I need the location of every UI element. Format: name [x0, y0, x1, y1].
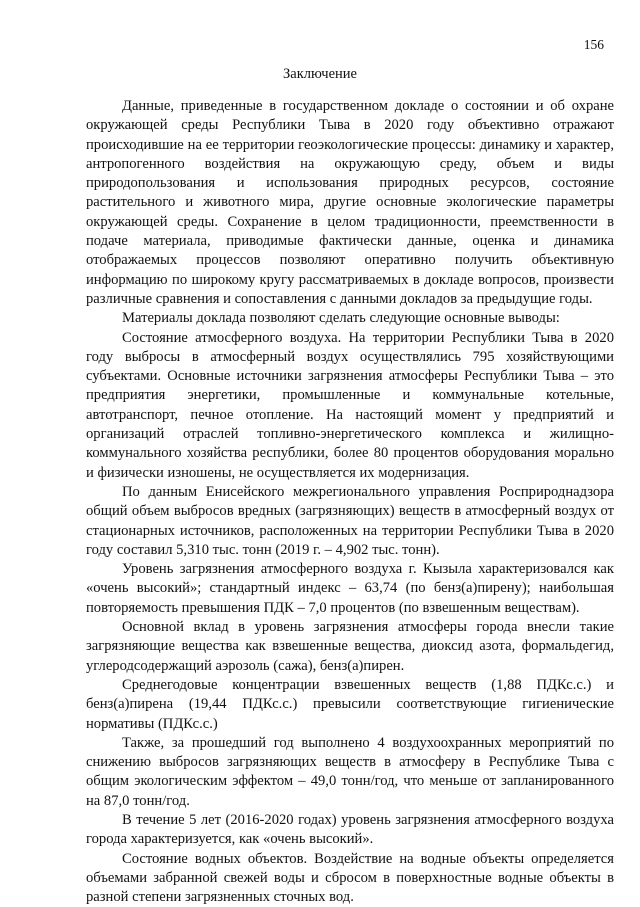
body-text	[86, 97, 614, 907]
paragraph-emissions-volume: По данным Енисейского межрегионального управления Росприроднадзора общий объем выбросов вредных (загрязняющих) веществ в атмосферный воздух от стационарных источников, расположенных на территории Республики Тыва в 2020 году составил 5,310 тыс. тонн (2019 г. – 4,902 тыс. тонн).	[86, 483, 614, 558]
paragraph-air-protection-measures: Также, за прошедший год выполнено 4 воздухоохранных мероприятий по снижению выбросов загрязняющих веществ в атмосферу в Республике Тыва с общим экологическим эффектом – 49,0 тонн/год, что меньше от запланированного на 87,0 тонн/год.	[86, 734, 614, 809]
paragraph-intro: Данные, приведенные в государственном докладе о состоянии и об охране окружающей среды Республики Тыва в 2020 году объективно отражают происходившие на ее территории геоэкологические процессы: динамику и характер, антропогенного воздействия на окружающую среду, объем и виды природопользования и использования природных ресурсов, состояние растительного и животного мира, другие основные экологические параметры окружающей среды. Сохранение в целом традиционности, преемственности в подаче материала, приводимые фактически данные, оценка и динамика отображаемых процессов позволяют оперативно получить объективную информацию по широкому кругу рассматриваемых в докладе вопросов, произвести различные сравнения и сопоставления с данными докладов за предыдущие годы.	[86, 98, 614, 307]
paragraph-main-pollutants: Основной вклад в уровень загрязнения атмосферы города внесли такие загрязняющие вещества как взвешенные вещества, диоксид азота, формальдегид, углеродсодержащий аэрозоль (сажа), бенз(а)пирен.	[86, 619, 614, 674]
paragraph-annual-concentrations: Среднегодовые концентрации взвешенных веществ (1,88 ПДКс.с.) и бенз(а)пирена (19,44 ПДКс.с.) превысили соответствующие гигиенические нормативы (ПДКс.с.)	[86, 676, 614, 732]
paragraph-five-year-level: В течение 5 лет (2016-2020 годах) уровень загрязнения атмосферного воздуха города характеризуется, как «очень высокий».	[86, 811, 614, 848]
section-title: Заключение	[283, 66, 357, 82]
paragraph-kyzyl-pollution: Уровень загрязнения атмосферного воздуха г. Кызыла характеризовался как «очень высокий»; стандартный индекс – 63,74 (по бенз(а)пирену); наибольшая повторяемость превышения ПДК – 7,0 процентов (по взвешенным веществам).	[86, 561, 614, 616]
paragraph-water-objects: Состояние водных объектов. Воздействие на водные объекты определяется объемами забранной свежей воды и сбросом в поверхностные водные объекты в разной степени загрязненных сточных вод.	[86, 850, 614, 906]
paragraph-air-state: Состояние атмосферного воздуха. На территории Республики Тыва в 2020 году выбросы в атмосферный воздух осуществлялись 795 хозяйствующими субъектами. Основные источники загрязнения атмосферы Республики Тыва – это предприятия энергетики, промышленные и коммунальные котельные, автотранспорт, печное отопление. На настоящий момент у предприятий и организаций отраслей топливно-энергетического комплекса и жилищно-коммунального хозяйства республики, более 80 процентов оборудования морально и физически изношены, не осуществляется их модернизация.	[86, 329, 614, 481]
paragraph-conclusions-lead: Материалы доклада позволяют сделать следующие основные выводы:	[122, 310, 560, 327]
page-number: 156	[583, 37, 604, 52]
